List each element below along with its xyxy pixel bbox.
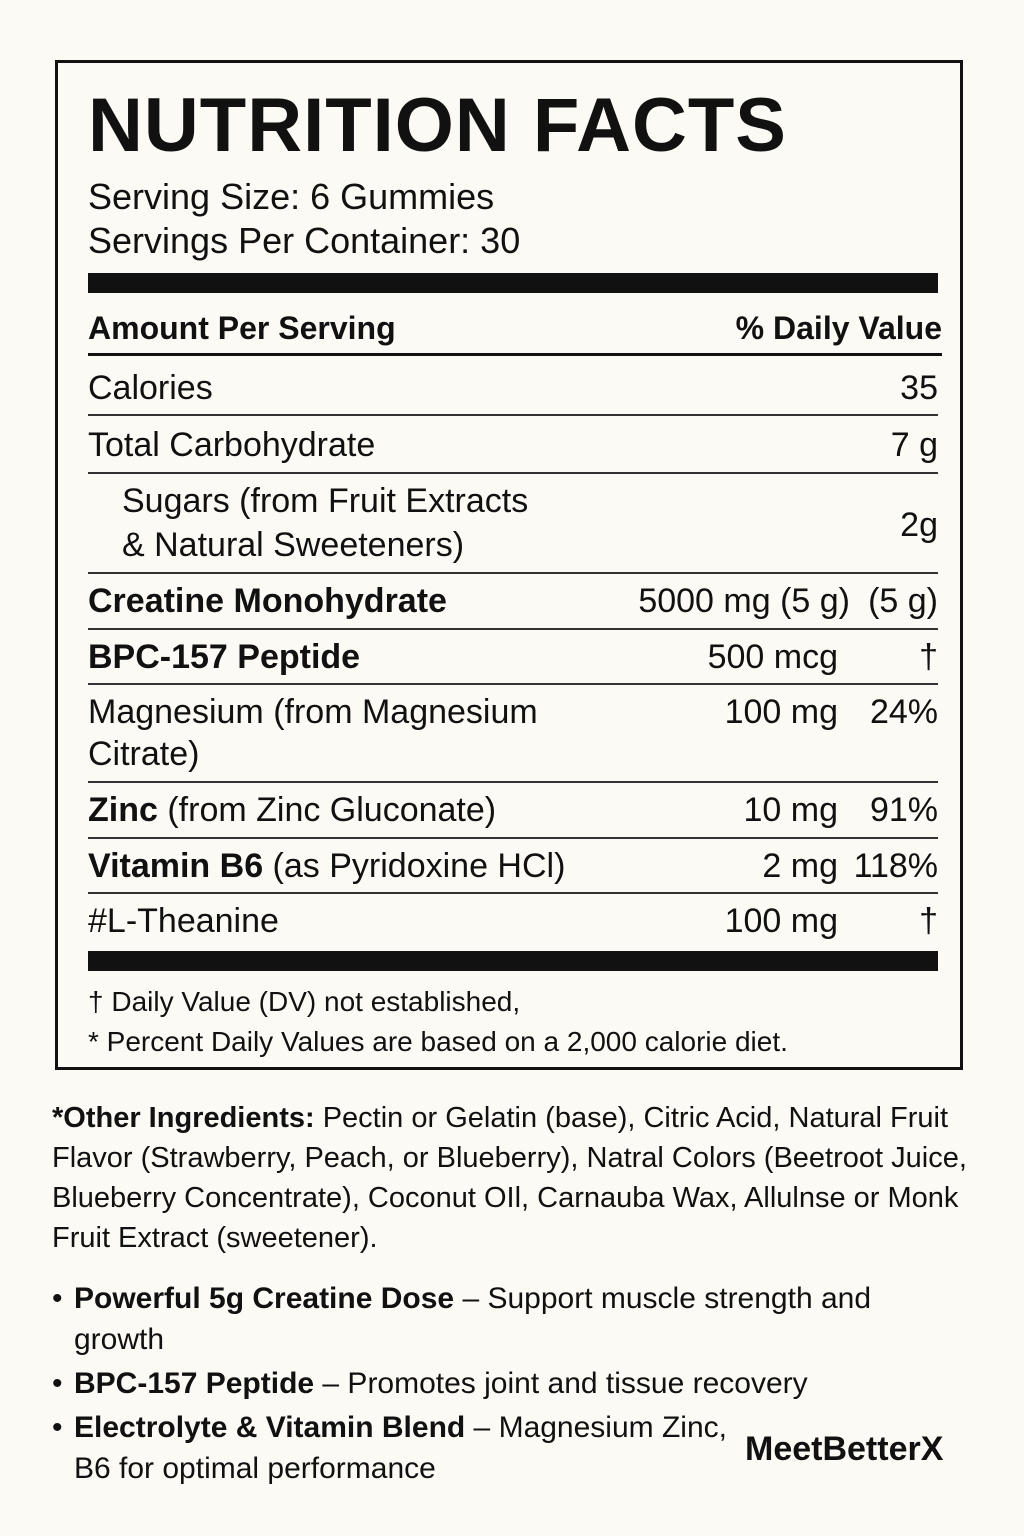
nutrient-name: Calories bbox=[88, 369, 213, 407]
servings-per-container: Servings Per Container: 30 bbox=[88, 220, 521, 261]
benefit-title: BPC-157 Peptide bbox=[74, 1367, 315, 1400]
nutrient-name: BPC-157 Peptide bbox=[88, 638, 361, 676]
daily-value-header: % Daily Value bbox=[735, 310, 942, 346]
nutrient-daily-value: † bbox=[919, 638, 938, 676]
nutrient-value: 35 bbox=[900, 369, 938, 407]
nutrient-name-bold: Zinc bbox=[88, 791, 158, 829]
benefit-title: Powerful 5g Creatine Dose bbox=[74, 1282, 455, 1315]
nutrient-name bbox=[88, 845, 565, 887]
nutrient-amount: 100 mg bbox=[724, 693, 838, 731]
nutrient-row-creatine bbox=[88, 574, 938, 630]
nutrient-row-calories bbox=[88, 361, 938, 416]
thick-divider-bottom bbox=[88, 951, 938, 971]
footnote-dv-not-established: † Daily Value (DV) not established, bbox=[88, 986, 521, 1017]
brand-name: MeetBetterX bbox=[745, 1430, 944, 1468]
nutrient-name-detail: (as Pyridoxine HCl) bbox=[263, 847, 566, 885]
benefit-title: Electrolyte & Vitamin Blend bbox=[74, 1411, 466, 1444]
nutrition-facts-panel bbox=[55, 60, 963, 1070]
nutrient-row-sugars bbox=[88, 474, 938, 574]
benefit-text: – Support muscle strength and growth bbox=[74, 1282, 872, 1356]
other-ingredients bbox=[52, 1098, 982, 1258]
benefit-item bbox=[52, 1407, 734, 1489]
nutrient-daily-value: 91% bbox=[869, 791, 938, 829]
benefit-item bbox=[52, 1363, 932, 1404]
panel-title: NUTRITION FACTS bbox=[88, 83, 787, 168]
amount-per-serving-header: Amount Per Serving bbox=[88, 310, 396, 346]
nutrient-row-vitamin-b6 bbox=[88, 839, 938, 894]
column-header-row bbox=[88, 304, 942, 356]
bullet-icon: • bbox=[52, 1282, 63, 1315]
benefit-text: – Promotes joint and tissue recovery bbox=[314, 1367, 808, 1400]
bullet-icon: • bbox=[52, 1411, 63, 1444]
nutrient-row-l-theanine bbox=[88, 894, 938, 949]
nutrient-name-line1: Magnesium (from Magnesium bbox=[88, 693, 538, 731]
nutrient-row-bpc-157 bbox=[88, 630, 938, 685]
benefit-text: – Magnesium Zinc, B6 for optimal performance bbox=[74, 1411, 727, 1485]
nutrient-daily-value: † bbox=[919, 902, 938, 940]
footnote-percent-daily-values: * Percent Daily Values are based on a 2,000 calorie diet. bbox=[88, 1026, 788, 1057]
nutrient-name bbox=[88, 789, 496, 831]
nutrient-value: 2g bbox=[900, 506, 938, 544]
nutrient-daily-value: (5 g) bbox=[868, 582, 938, 620]
nutrient-daily-value: 118% bbox=[853, 847, 938, 885]
nutrient-name: #L-Theanine bbox=[88, 902, 279, 940]
nutrient-name: Creatine Monohydrate bbox=[88, 582, 447, 620]
nutrient-name-line2: Citrate) bbox=[88, 735, 200, 773]
nutrient-name-line1: Sugars (from Fruit Extracts bbox=[122, 482, 529, 520]
nutrient-value: 7 g bbox=[890, 426, 938, 464]
nutrient-amount: 500 mcg bbox=[707, 638, 838, 676]
nutrient-amount: 10 mg bbox=[743, 791, 838, 829]
other-ingredients-text: Pectin or Gelatin (base), Citric Acid, Natural Fruit Flavor (Strawberry, Peach, or Blueberry), Natral Colors (Beetroot Juice, Blueberry Concentrate), Coconut OIl, Carnauba Wax, Allulnse or Monk Fruit Extract (sweetener). bbox=[52, 1102, 967, 1254]
nutrient-daily-value: 24% bbox=[869, 693, 938, 731]
thick-divider-top bbox=[88, 273, 938, 293]
nutrient-row-magnesium bbox=[88, 685, 938, 783]
nutrient-name: Total Carbohydrate bbox=[88, 426, 376, 464]
nutrient-amount: 2 mg bbox=[762, 847, 838, 885]
nutrient-name-detail: (from Zinc Gluconate) bbox=[157, 791, 497, 829]
other-ingredients-label: *Other Ingredients: bbox=[52, 1102, 315, 1134]
serving-size: Serving Size: 6 Gummies bbox=[88, 176, 495, 217]
nutrient-amount: 100 mg bbox=[724, 902, 838, 940]
bullet-icon: • bbox=[52, 1367, 63, 1400]
nutrient-row-total-carbohydrate bbox=[88, 416, 938, 474]
nutrient-row-zinc bbox=[88, 783, 938, 839]
nutrient-name-line2: & Natural Sweeteners) bbox=[122, 526, 465, 564]
nutrient-amount: 5000 mg (5 g) bbox=[638, 582, 850, 620]
nutrient-name-bold: Vitamin B6 bbox=[88, 847, 264, 885]
benefit-item bbox=[52, 1278, 932, 1360]
